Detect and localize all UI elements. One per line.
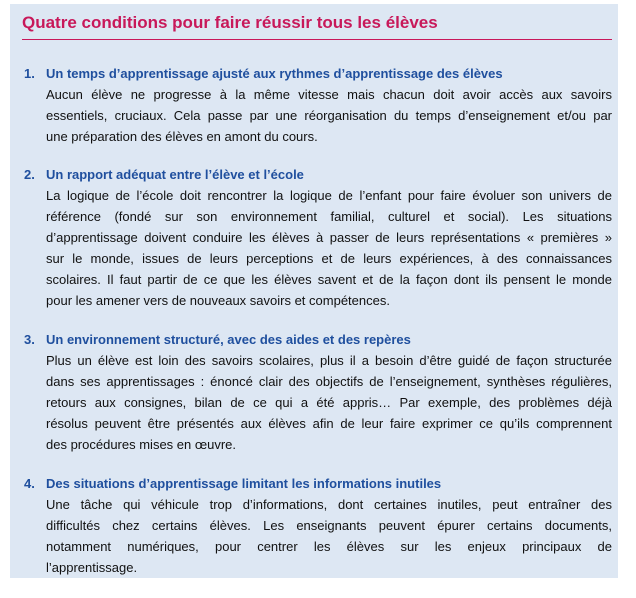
condition-item-4 [24,474,612,578]
conditions-panel [10,4,618,578]
condition-item-3 [24,330,612,455]
item-heading: Un rapport adéquat entre l’élève et l’école [46,167,304,182]
body-line: pour les amener vers de nouveaux savoirs et compétences. [46,293,390,308]
item-heading: Un temps d’apprentissage ajusté aux rythmes d’apprentissage des élèves [46,66,503,81]
body-line: référence (fondé sur son environnement familial, culturel et social). Les situations [46,209,612,224]
item-heading: Des situations d’apprentissage limitant les informations inutiles [46,476,442,491]
item-number: 1. [24,66,35,81]
item-body [46,84,612,147]
body-line: l’apprentissage. [46,560,138,575]
item-body [46,185,612,311]
body-line: des procédures mises en œuvre. [46,437,237,452]
item-heading: Un environnement structuré, avec des aides et des repères [46,332,411,347]
item-number: 2. [24,167,35,182]
body-line: retours aux consignes, bilan de ce qui a été appris… Par exemple, des problèmes déjà [46,395,612,410]
body-line: Plus un élève est loin des savoirs scolaires, plus il a besoin d’être guidé de façon structurée [46,353,612,368]
body-line: une préparation des élèves en amont du cours. [46,129,318,144]
item-body [46,350,612,455]
panel-title: Quatre conditions pour faire réussir tous les élèves [22,12,612,40]
body-line: scolaires. Il faut partir de ce que les élèves savent et de la façon dont ils pensent le monde [46,272,612,287]
item-number: 3. [24,332,35,347]
body-line: difficultés chez certains élèves. Les enseignants peuvent épurer certains documents, [46,518,612,533]
body-line: La logique de l’école doit rencontrer la logique de l’enfant pour faire évoluer son univers de [46,188,612,203]
body-line: résolus peuvent être présentés aux élèves afin de leur faire exprimer ce qu’ils comprennent [46,416,612,431]
item-body [46,494,612,578]
condition-item-1 [24,64,612,147]
item-number: 4. [24,476,35,491]
body-line: Aucun élève ne progresse à la même vitesse mais chacun doit avoir accès aux savoirs [46,87,612,102]
body-line: d’apprentissage doivent conduire les élèves à passer de leurs représentations « premières » [46,230,612,245]
body-line: sur le monde, issues de leurs perceptions et de leurs expériences, à des connaissances [46,251,612,266]
body-line: Une tâche qui véhicule trop d’informations, dont certaines inutiles, peut entraîner des [46,497,612,512]
body-line: notamment numériques, pour centrer les élèves sur les enjeux principaux de [46,539,612,554]
body-line: essentiels, cruciaux. Cela passe par une réorganisation du temps d’enseignement et/ou par [46,108,612,123]
condition-item-2 [24,165,612,311]
body-line: dans ses apprentissages : énoncé clair des objectifs de l’enseignement, synthèses régulières, [46,374,612,389]
